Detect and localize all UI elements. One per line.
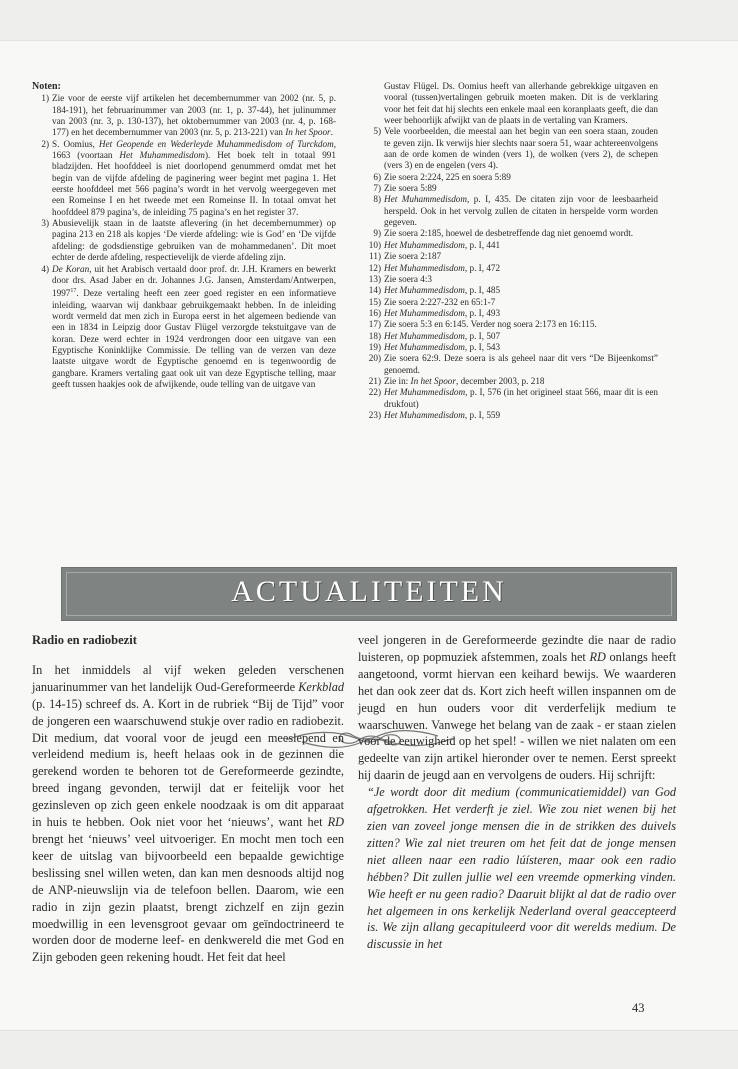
- footnote-text: Zie soera 4:3: [384, 273, 432, 284]
- footnote-17: [364, 319, 658, 330]
- footnote-number: 23): [368, 409, 381, 420]
- article-column-left: [32, 632, 344, 966]
- footnote-text: Het Muhammedisdom, p. I, 485: [384, 285, 501, 296]
- footnote-number: 7): [373, 183, 381, 194]
- footnote-1: [32, 93, 336, 138]
- section-banner: [61, 567, 677, 621]
- footnote-text: Zie soera 5:3 en 6:145. Verder nog soera 2:173 en 16:115.: [384, 319, 597, 330]
- footnote-7: [364, 183, 658, 194]
- footnote-number: 15): [368, 296, 381, 307]
- footnote-number: 16): [368, 307, 381, 318]
- footnote-16: [364, 308, 658, 319]
- footnote-3: [32, 218, 336, 263]
- footnote-text: Het Muhammedisdom, p. I, 576 (in het origineel staat 566, maar dit is een drukfout): [384, 387, 659, 409]
- footnote-21: [364, 376, 658, 387]
- article-title: Radio en radiobezit: [32, 633, 137, 647]
- notes-heading: Noten:: [32, 81, 61, 92]
- footnote-text: Abusievelijk staan in de laatste aflevering (in het decembernummer) op pagina 213 en 218 als kopjes ‘De vierde afdeling: wie is God’ en ‘De vijfde afdeling: de godsdienstige gebruiken van de mohammedanen’. Dit moet echter de derde afdeling, respectievelijk de vierde afdeling zijn.: [52, 218, 336, 263]
- page-edge-top: [0, 0, 738, 41]
- footnote-text: Het Muhammedisdom, p. I, 559: [384, 409, 501, 420]
- notes-list-left: [32, 93, 336, 390]
- footnote-11: [364, 251, 658, 262]
- footnote-8: [364, 194, 658, 228]
- notes-column-right: [364, 81, 658, 421]
- article-quote: “Je wordt door dit medium (communicatiemiddel) van God afgetrokken. Het verderft je ziel. Wie zou niet wenen bij het zien van zoveel jonge mensen die in de strikken des duivels zitten? Wie zal niet treuren om het feit dat de jonge mensen niet alleen naar een radio lúísteren, maar ook een radio hébben? Dit zullen jullie wel een vreemde opmerking vinden. Wie heeft er nu geen radio? Daaruit blijkt al dat de radio over het algemeen in ons kerkelijk Nederland overal geaccepteerd is. We zijn allang gecapituleerd voor dit werelds medium. De discussie in het: [367, 785, 676, 952]
- footnote-12: [364, 263, 658, 274]
- article-paragraph-left: In het inmiddels al vijf weken geleden verschenen januarinummer van het landelijk Oud-Gereformeerde Kerkblad (p. 14-15) schreef ds. A. Kort in de rubriek “Bij de Tijd” voor de jongeren een waarschuwend stukje over radio en radiobezit. Dit medium, dat vooral voor de jeugd een meeslepend en verleidend medium is, heeft helaas ook in de gezinnen die gerekend worden te behoren tot de Gereformeerde gezindte, breed ingang gevonden, terwijl dat er feitelijk voor het gezinsleven op zich geen enkele noodzaak is om dit apparaat in huis te hebben. Ook niet voor het ‘nieuws’, want het RD brengt het ‘nieuws’ veel uitvoeriger. En mocht men toch een keer de uitslag van bijvoorbeeld een bepaalde gewichtige beslissing snel willen weten, dan kan men desnoods altijd nog de ANP-nieuwslijn via de telefoon bellen. Daarom, wie een radio in zijn gezin plaatst, brengt zichzelf en zijn gezin moedwillig in een levensgroot gevaar om geïndoctrineerd te worden door de moderne leef- en denkwereld die met God en Zijn geboden geen rekening houdt. Het feit dat heel: [32, 662, 344, 965]
- footnote-text: Zie soera 2:224, 225 en soera 5:89: [384, 171, 511, 182]
- footnote-number: 21): [368, 375, 381, 386]
- footnote-text: Het Muhammedisdom, p. I, 435. De citaten zijn voor de leesbaarheid herspeld. Ook in het vervolg zullen de citaten in herspelde vorm worden gegeven.: [384, 194, 658, 228]
- notes-column-left: [32, 81, 336, 390]
- footnote-text: Zie in: In het Spoor, december 2003, p. 218: [384, 375, 545, 386]
- footnote-2: [32, 139, 336, 218]
- footnote-text: Het Muhammedisdom, p. I, 507: [384, 330, 501, 341]
- footnote-text: Het Muhammedisdom, p. I, 441: [384, 239, 501, 250]
- note-4-continuation: Gustav Flügel. Ds. Oomius heeft van allerhande gebrekkige uitgaven en vooral (tussen)vertalingen gebruik moeten maken. Dit is de verklaring voor het feit dat hij slechts een enkele maal een koranplaats geeft, die dan weer behoorlijk afwijkt van de plaats in de vertaling van Kramers.: [384, 81, 658, 126]
- footnote-9: [364, 228, 658, 239]
- footnote-number: 10): [368, 239, 381, 250]
- footnote-text: Het Muhammedisdom, p. I, 543: [384, 341, 501, 352]
- footnote-number: 6): [373, 171, 381, 182]
- footnote-text: Zie soera 2:187: [384, 251, 442, 262]
- footnote-text: Het Muhammedisdom, p. I, 472: [384, 262, 501, 273]
- footnote-19: [364, 342, 658, 353]
- banner-title: ACTUALITEITEN: [231, 575, 507, 608]
- footnote-text: Zie voor de eerste vijf artikelen het decembernummer van 2002 (nr. 5, p. 184-191), het februarinummer van 2003 (nr. 1, p. 37-44), het julinummer van 2003 (nr. 3, p. 130-137), het oktobernummer van 2003 (nr. 4, p. 168-177) en het decembernummer van 2003 (nr. 5, p. 213-221) van In het Spoor.: [52, 93, 336, 138]
- footnote-number: 3): [41, 218, 49, 229]
- footnote-number: 4): [41, 263, 49, 274]
- footnote-13: [364, 274, 658, 285]
- page-number: 43: [632, 1001, 645, 1015]
- footnote-text: Het Muhammedisdom, p. I, 493: [384, 307, 501, 318]
- footnote-number: 5): [373, 126, 381, 137]
- footnote-number: 13): [368, 273, 381, 284]
- footnote-18: [364, 331, 658, 342]
- footnote-number: 14): [368, 285, 381, 296]
- article-paragraph-right: veel jongeren in de Gereformeerde gezindte die naar de radio luisteren, op popmuziek afstemmen, zoals het RD onlangs heeft aangetoond, vormt hiervan een keihard bewijs. We waarderen het dan ook zeer dat ds. Kort zich heeft willen inspannen om de jeugd en hun ouders voor dit verderfelijk medium te waarschuwen. Vanwege het belang van de zaak - er staan zielen voor de eeuwigheid op het spel! - willen we niet nalaten om een gedeelte van zijn artikel hieronder over te nemen. Eerst spreekt hij daarin de jeugd aan en vervolgens de ouders. Hij schrijft:: [358, 633, 676, 783]
- footnote-number: 19): [368, 341, 381, 352]
- footnote-number: 12): [368, 262, 381, 273]
- footnote-number: 20): [368, 353, 381, 364]
- footnote-number: 8): [373, 194, 381, 205]
- footnote-10: [364, 240, 658, 251]
- footnote-text: Zie soera 2:227-232 en 65:1-7: [384, 296, 496, 307]
- footnote-number: 11): [369, 251, 381, 262]
- footnote-text: S. Oomius, Het Geopende en Wederleyde Muhammedisdom of Turckdom, 1663 (voortaan Het Muhammedisdom). Het boek telt in totaal 991 bladzijden. Het hoofddeel is niet doorlopend genummerd omdat met het begin van de vijfde afdeling de paginering weer begint met pagina 1. Het eerste hoofddeel met 566 pagina’s wordt in het vervolg weergegeven met een Romeinse I en het tweede met een Romeinse II. In totaal omvat het hoofddeel 879 pagina’s, de inleiding 75 pagina’s en het register 37.: [52, 138, 336, 217]
- footnote-number: 18): [368, 330, 381, 341]
- article-column-right: [358, 632, 676, 953]
- footnote-number: 9): [373, 228, 381, 239]
- footnote-23: [364, 410, 658, 421]
- footnote-22: [364, 387, 658, 410]
- page-edge-bottom: [0, 1030, 738, 1069]
- footnote-number: 1): [41, 93, 49, 104]
- footnote-14: [364, 285, 658, 296]
- notes-list-right: [364, 126, 658, 421]
- footnote-5: [364, 126, 658, 171]
- footnote-20: [364, 353, 658, 376]
- footnote-text: Zie soera 5:89: [384, 183, 437, 194]
- footnote-number: 2): [41, 138, 49, 149]
- footnote-text: Vele voorbeelden, die meestal aan het begin van een soera staan, zouden te geven zijn. Ik verwijs hier slechts naar soera 51, waar achtereenvolgens aan de orde komen de winden (vers 1), de wolken (vers 2), de schepen (vers 3) en de engelen (vers 4).: [384, 126, 658, 171]
- footnote-15: [364, 297, 658, 308]
- footnote-4: [32, 264, 336, 391]
- footnote-6: [364, 172, 658, 183]
- footnote-text: Zie soera 62:9. Deze soera is als geheel naar dit vers “De Bijeenkomst” genoemd.: [384, 353, 658, 375]
- footnote-number: 22): [368, 387, 381, 398]
- footnote-number: 17): [368, 319, 381, 330]
- footnote-text: De Koran, uit het Arabisch vertaald door prof. dr. J.H. Kramers en bewerkt door drs. Asad Jaber en dr. Johannes J.G. Jansen, Amsterdam/Antwerpen, 1997$^{17}$. Deze vertaling heeft een zeer goed register en een informatieve inleiding, waarvan wij dankbaar gebruikgemaakt hebben. In de inleiding wordt vermeld dat men zich in Europa eerst in het algemeen bediende van een in 1834 in Leipzig door Gustav Flügel verzorgde tekstuitgave van de koran. Deze werd echter in 1924 verdrongen door een uitgave van een Egyptische Koninklijke Commissie. De telling van de verzen van deze laatste uitgave wordt de Egyptische genoemd en is tegenwoordig de gangbare. Kramers vertaling gaat ook uit van deze Egyptische telling, maar geeft tussen haakjes ook de afwijkende, oude telling van de uitgave van: [52, 263, 336, 389]
- footnote-text: Zie soera 2:185, hoewel de desbetreffende dag niet genoemd wordt.: [384, 228, 634, 239]
